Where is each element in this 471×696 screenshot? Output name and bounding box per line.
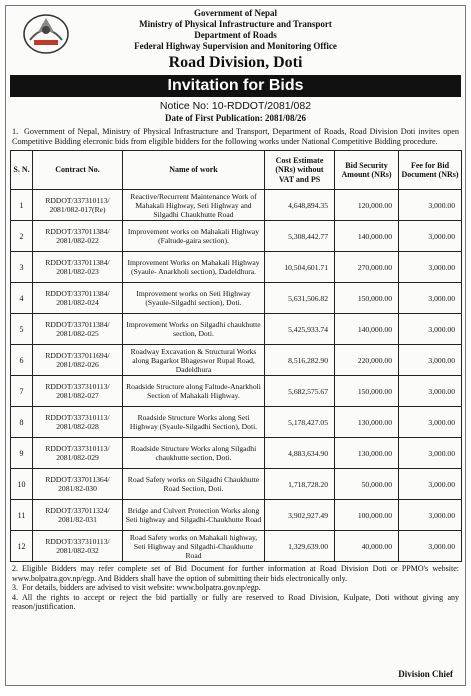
table-body: [11, 190, 462, 562]
cell-fee: 3,000.00: [399, 345, 462, 376]
cell-contract: RDDOT/337011324/ 2081/82-031: [33, 500, 123, 531]
table-row: [11, 190, 462, 221]
cell-estimate: 8,516,282.90: [265, 345, 335, 376]
table-row: [11, 531, 462, 562]
cell-contract: RDDOT/337011364/ 2081/82-030: [33, 469, 123, 500]
cell-work: Improvement Works on Silgadhi chaukhutte section, Doti.: [123, 314, 265, 345]
note-text: For details, bidders are advised to visit website: www.bolpatra.gov.np/egp.: [22, 583, 261, 593]
note-index: 2.: [12, 564, 18, 573]
cell-sn: 12: [11, 531, 33, 562]
cell-sn: 5: [11, 314, 33, 345]
note-item: [12, 593, 459, 612]
cell-sn: 2: [11, 221, 33, 252]
cell-sn: 6: [11, 345, 33, 376]
cell-contract: RDDOT/337310113/ 2081/082-028: [33, 407, 123, 438]
cell-contract: RDDOT/337011384/ 2081/082-022: [33, 221, 123, 252]
cell-security: 150,000.00: [335, 283, 399, 314]
intro-paragraph: [12, 127, 459, 147]
notice-number: Notice No: 10-RDDOT/2081/082: [159, 100, 312, 112]
cell-security: 100,000.00: [335, 500, 399, 531]
cell-sn: 4: [11, 283, 33, 314]
cell-estimate: 1,718,728.20: [265, 469, 335, 500]
cell-fee: 3,000.00: [399, 283, 462, 314]
cell-contract: RDDOT/337310113/ 2081/082-032: [33, 531, 123, 562]
cell-fee: 3,000.00: [399, 221, 462, 252]
cell-work: Roadside Structure Works along Silgadhi chaukhutte section, Doti.: [123, 438, 265, 469]
bids-table: [10, 150, 462, 562]
department-name: Department of Roads: [194, 30, 277, 40]
note-text: All the rights to accept or reject the bid partially or fully are reserved to Road Division, Kulpate, Doti without giving any reason/justification.: [12, 592, 459, 612]
division-title: Road Division, Doti: [168, 54, 303, 71]
cell-sn: 10: [11, 469, 33, 500]
cell-contract: RDDOT/337011384/ 2081/082-023: [33, 252, 123, 283]
table-row: [11, 252, 462, 283]
publication-date: Date of First Publication: 2081/08/26: [165, 113, 306, 123]
cell-sn: 1: [11, 190, 33, 221]
header-contract: Contract No.: [33, 151, 123, 190]
cell-fee: 3,000.00: [399, 500, 462, 531]
cell-work: Road Safety works on Mahakali highway, Seti Highway and Silgadhi-Chaukhutte Road: [123, 531, 265, 562]
cell-contract: RDDOT/337310113/ 2081/082-017(Re): [33, 190, 123, 221]
cell-contract: RDDOT/337011384/ 2081/082-025: [33, 314, 123, 345]
note-index: 3.: [12, 583, 18, 593]
cell-sn: 11: [11, 500, 33, 531]
cell-fee: 3,000.00: [399, 438, 462, 469]
gov-name: Government of Nepal: [194, 8, 277, 18]
table-row: [11, 345, 462, 376]
note-index: 4.: [12, 592, 18, 602]
cell-estimate: 5,308,442.77: [265, 221, 335, 252]
header-estimate: Cost Estimate (NRs) without VAT and PS: [265, 151, 335, 190]
table-row: [11, 469, 462, 500]
cell-work: Improvement works on Seti Highway (Syaule-Silgadhi section), Doti.: [123, 283, 265, 314]
cell-contract: RDDOT/337310113/ 2081/082-029: [33, 438, 123, 469]
cell-security: 50,000.00: [335, 469, 399, 500]
cell-security: 120,000.00: [335, 190, 399, 221]
cell-sn: 9: [11, 438, 33, 469]
table-row: [11, 376, 462, 407]
header-sn: S. N.: [11, 151, 33, 190]
cell-work: Improvement Works on Mahakali Highway (Syaule- Anarkholi section), Dadeldhura.: [123, 252, 265, 283]
cell-fee: 3,000.00: [399, 469, 462, 500]
cell-fee: 3,000.00: [399, 407, 462, 438]
cell-work: Roadside Structure along Faltude-Anarkholi Section of Mahakali Highway.: [123, 376, 265, 407]
cell-estimate: 5,631,506.82: [265, 283, 335, 314]
office-name: Federal Highway Supervision and Monitoring Office: [134, 41, 337, 51]
cell-work: Road Safety works on Silgadhi Chaukhutte Road Section, Doti.: [123, 469, 265, 500]
cell-fee: 3,000.00: [399, 376, 462, 407]
nepal-emblem-icon: [20, 10, 72, 56]
note-text: Eligible Bidders may refer complete set of Bid Document for further information at Road Division Doti or PPMO's website: www.bolpatra.gov.np/egp. And Bidders shall have the option of submitting their bids electronically only.: [12, 564, 459, 583]
cell-fee: 3,000.00: [399, 252, 462, 283]
signature-title: Division Chief: [398, 669, 453, 679]
cell-estimate: 5,178,427.05: [265, 407, 335, 438]
cell-work: Roadway Excavation & Structural Works along Bagarkot Bhageswor Rupal Road, Dadeldhura: [123, 345, 265, 376]
cell-fee: 3,000.00: [399, 531, 462, 562]
cell-work: Roadside Structure Works along Seti Highway (Syaule-Silgadhi Section), Doti.: [123, 407, 265, 438]
cell-work: Reactive/Recurrent Maintenance Work of Mahakali Highway, Seti Highway and Silgadhi Chaukhutte Road: [123, 190, 265, 221]
cell-contract: RDDOT/337310113/ 2081/082-027: [33, 376, 123, 407]
cell-contract: RDDOT/337011384/ 2081/082-024: [33, 283, 123, 314]
header-fee: Fee for Bid Document (NRs): [399, 151, 462, 190]
notes-section: [12, 564, 459, 612]
cell-estimate: 10,504,601.71: [265, 252, 335, 283]
cell-work: Improvement works on Mahakali Highway (Faltude-gaira section).: [123, 221, 265, 252]
cell-security: 40,000.00: [335, 531, 399, 562]
cell-security: 130,000.00: [335, 438, 399, 469]
cell-estimate: 3,902,927.49: [265, 500, 335, 531]
notice-page: [5, 5, 466, 686]
cell-contract: RDDOT/337011694/ 2081/082-026: [33, 345, 123, 376]
table-row: [11, 283, 462, 314]
table-row: [11, 314, 462, 345]
cell-security: 220,000.00: [335, 345, 399, 376]
cell-security: 150,000.00: [335, 376, 399, 407]
table-row: [11, 500, 462, 531]
cell-estimate: 4,648,894.35: [265, 190, 335, 221]
cell-sn: 7: [11, 376, 33, 407]
note-item: [12, 583, 459, 593]
cell-sn: 3: [11, 252, 33, 283]
cell-estimate: 1,329,639.00: [265, 531, 335, 562]
cell-estimate: 5,682,575.67: [265, 376, 335, 407]
cell-estimate: 4,883,634.90: [265, 438, 335, 469]
cell-security: 140,000.00: [335, 314, 399, 345]
header-work: Name of work: [123, 151, 265, 190]
cell-sn: 8: [11, 407, 33, 438]
invitation-banner: Invitation for Bids: [10, 75, 461, 97]
header-security: Bid Security Amount (NRs): [335, 151, 399, 190]
table-row: [11, 438, 462, 469]
intro-text: Government of Nepal, Ministry of Physical Infrastructure and Transport, Department of Roads, Road Division Doti invites open Competitive Bidding elecronic bids from eligible bidders for the following works under National Competitive Bidding procedure.: [12, 127, 459, 146]
cell-security: 130,000.00: [335, 407, 399, 438]
cell-fee: 3,000.00: [399, 190, 462, 221]
table-header-row: [11, 151, 462, 190]
note-item: [12, 564, 459, 583]
intro-index: 1.: [12, 127, 19, 136]
cell-estimate: 5,425,933.74: [265, 314, 335, 345]
office-header: [6, 8, 465, 73]
table-row: [11, 407, 462, 438]
cell-fee: 3,000.00: [399, 314, 462, 345]
cell-security: 140,000.00: [335, 221, 399, 252]
cell-work: Bridge and Culvert Protection Works along Seti highway and Silgadhi-Chaukhutte Road: [123, 500, 265, 531]
table-row: [11, 221, 462, 252]
cell-security: 270,000.00: [335, 252, 399, 283]
ministry-name: Ministry of Physical Infrastructure and Transport: [139, 19, 332, 29]
